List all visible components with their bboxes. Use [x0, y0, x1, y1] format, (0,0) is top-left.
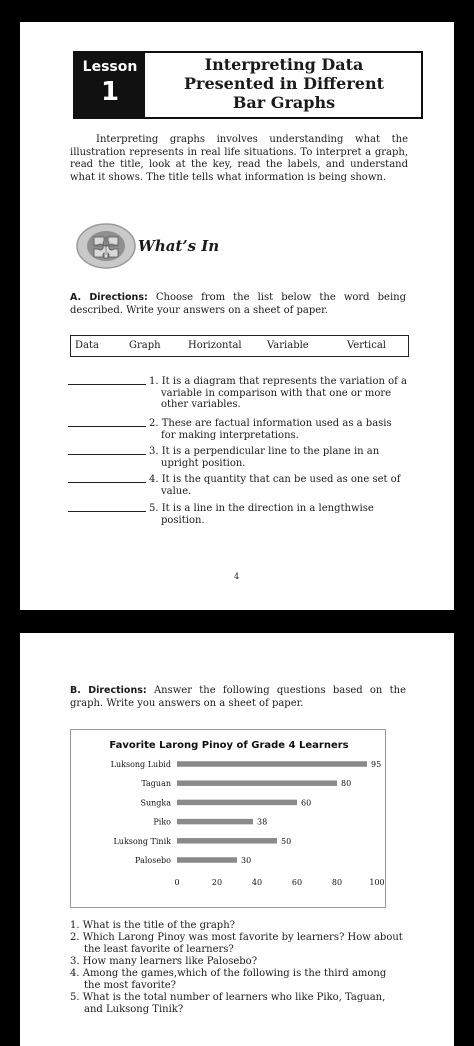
- bar: [177, 857, 237, 863]
- question-text: 1. What is the title of the graph?: [70, 920, 235, 931]
- bar: [177, 761, 367, 767]
- lesson-title-line: Bar Graphs: [232, 93, 336, 112]
- question-item: [70, 956, 410, 968]
- item-text: other variables.: [161, 399, 241, 410]
- item-text: for making interpretations.: [161, 429, 299, 441]
- word-choices-box: [70, 335, 409, 357]
- item-text: 1. It is a diagram that represents the variation of a: [149, 376, 407, 387]
- category-label: Palosebo: [135, 856, 171, 865]
- bar-chart-svg: [71, 730, 387, 909]
- item-text: 4. It is the quantity that can be used as one set of: [149, 474, 401, 485]
- item-text: 2. These are factual information used as a basis: [149, 418, 392, 429]
- x-tick-label: 20: [211, 878, 223, 887]
- lesson-page-1: [20, 22, 454, 610]
- question-text: 2. Which Larong Pinoy was most favorite by learners? How about: [70, 932, 403, 943]
- word-choice: Graph: [129, 340, 161, 351]
- bar: [177, 838, 277, 844]
- word-choice: Vertical: [347, 340, 386, 351]
- data-label: 60: [301, 798, 312, 808]
- bar: [177, 819, 253, 825]
- data-label: 30: [241, 856, 252, 865]
- item-text: position.: [161, 514, 205, 526]
- whats-in-heading: What’s In: [138, 237, 220, 255]
- word-choice: Variable: [267, 340, 309, 351]
- directions-a-text: Choose from the list below the word being described. Write your answers on a sheet of paper.: [70, 292, 407, 316]
- bar: [177, 800, 297, 806]
- answer-blank: [68, 482, 146, 483]
- answer-blank: [68, 426, 146, 427]
- directions-a-label: A. Directions:: [70, 292, 148, 303]
- directions-b-label: B. Directions:: [70, 685, 147, 696]
- x-tick-label: 100: [369, 878, 385, 887]
- x-tick-label: 80: [331, 878, 343, 887]
- x-tick-label: 40: [251, 878, 263, 887]
- bar-chart: [70, 729, 386, 908]
- item-text: value.: [161, 485, 192, 497]
- answer-blank: [68, 384, 146, 385]
- lesson-title-line: Interpreting Data: [204, 55, 364, 74]
- answer-blank: [68, 454, 146, 455]
- question-text: and Luksong Tinik?: [84, 1003, 184, 1015]
- puzzle-icon: [76, 223, 136, 269]
- data-label: 50: [281, 836, 292, 846]
- category-label: Luksong Tinik: [113, 836, 171, 846]
- question-item: [70, 920, 410, 932]
- item-text: upright position.: [161, 457, 246, 469]
- answer-blank: [68, 511, 146, 512]
- data-label: 80: [341, 779, 352, 789]
- word-choice: Data: [75, 340, 99, 351]
- item-text: variable in comparison with that one or more: [161, 387, 392, 399]
- question-text: 3. How many learners like Palosebo?: [70, 956, 258, 967]
- data-label: 38: [257, 817, 268, 827]
- category-label: Taguan: [141, 779, 171, 789]
- lesson-badge: [75, 53, 145, 117]
- lesson-page-2: [20, 633, 454, 1046]
- category-label: Piko: [153, 817, 171, 827]
- question-text: the least favorite of learners?: [84, 943, 234, 955]
- directions-b-text: Answer the following questions based on the graph. Write you answers on a sheet of paper.: [70, 685, 407, 709]
- lesson-word: Lesson: [82, 59, 138, 75]
- x-tick-label: 60: [291, 878, 303, 887]
- question-item: [70, 968, 410, 991]
- data-label: 95: [371, 760, 382, 769]
- question-text: 5. What is the total number of learners who like Piko, Taguan,: [70, 992, 386, 1003]
- item-text: 3. It is a perpendicular line to the plane in an: [149, 446, 380, 457]
- directions-b: [70, 685, 406, 710]
- word-choice: Horizontal: [188, 340, 242, 351]
- question-text: 4. Among the games,which of the following is the third among: [70, 968, 387, 979]
- intro-paragraph: Interpreting graphs involves understanding what the illustration represents in real life situations. To interpret a graph, read the title, look at the key, read the labels, and understand what it shows. The title tells what information is being shown.: [70, 134, 408, 183]
- question-item: [70, 992, 410, 1015]
- x-tick-label: 0: [174, 878, 180, 887]
- page-number: 4: [234, 572, 240, 581]
- lesson-title-line: Presented in Different: [184, 74, 384, 93]
- category-label: Sungka: [140, 798, 171, 808]
- chart-title: Favorite Larong Pinoy of Grade 4 Learners: [109, 740, 349, 751]
- lesson-header: [73, 51, 423, 119]
- category-label: Luksong Lubid: [110, 760, 171, 769]
- bar: [177, 780, 337, 786]
- item-text: 5. It is a line in the direction in a lengthwise: [149, 503, 374, 514]
- question-text: the most favorite?: [84, 979, 176, 991]
- lesson-number: 1: [100, 77, 120, 107]
- question-item: [70, 932, 410, 955]
- directions-a: [70, 292, 406, 317]
- lesson-title: [151, 55, 417, 112]
